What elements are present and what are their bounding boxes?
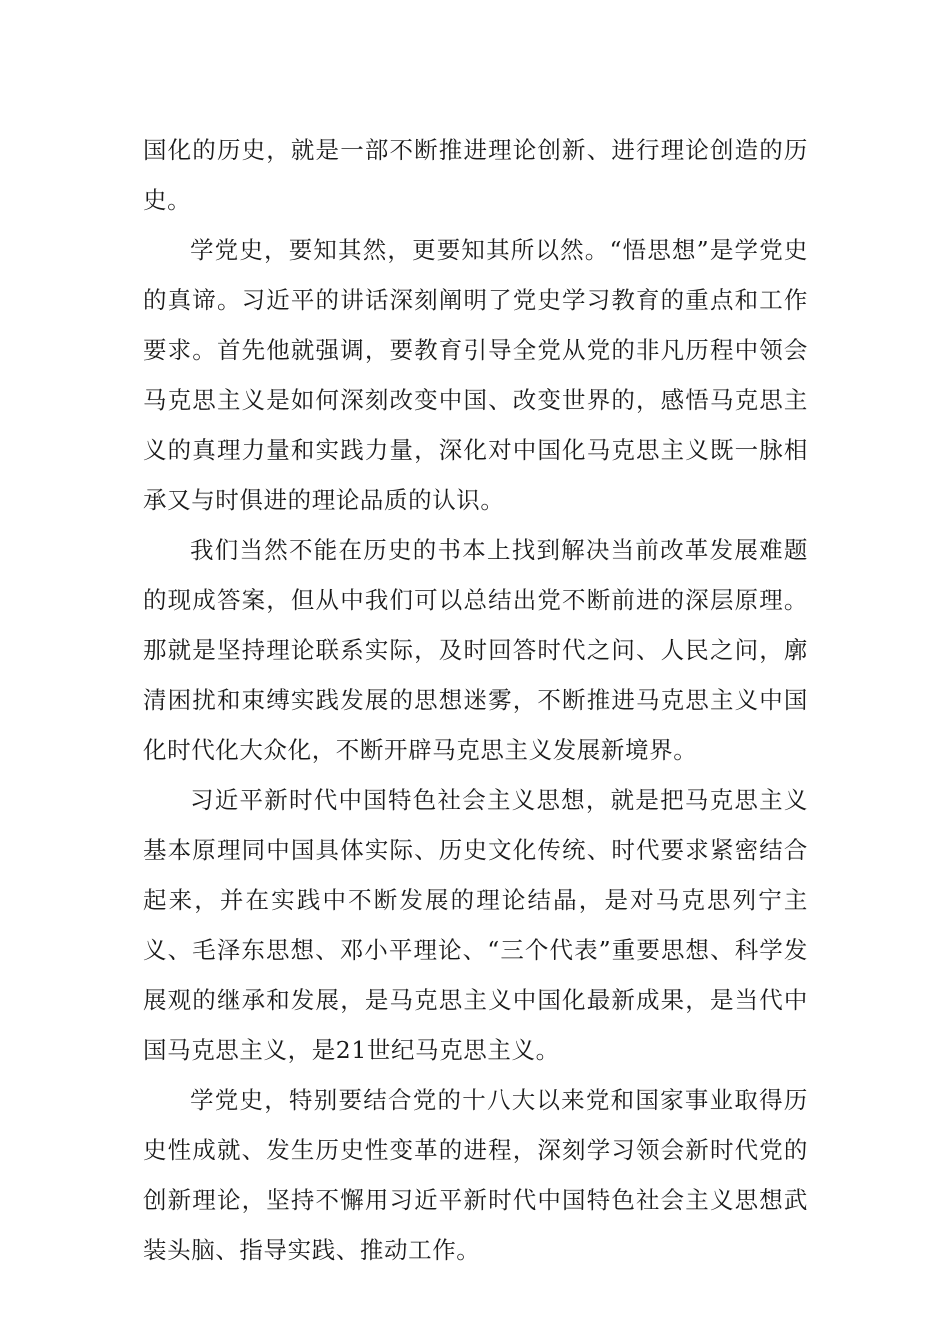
- paragraph: 我们当然不能在历史的书本上找到解决当前改革发展难题的现成答案，但从中我们可以总结出党不断前进的深层原理。那就是坚持理论联系实际，及时回答时代之问、人民之问，廓清困扰和束缚实践发展的思想迷雾，不断推进马克思主义中国化时代化大众化，不断开辟马克思主义发展新境界。: [143, 536, 808, 764]
- paragraph-continuation: 国化的历史，就是一部不断推进理论创新、进行理论创造的历史。: [143, 136, 808, 214]
- document-body: [143, 125, 808, 1275]
- paragraph: 习近平新时代中国特色社会主义思想，就是把马克思主义基本原理同中国具体实际、历史文化传统、时代要求紧密结合起来，并在实践中不断发展的理论结晶，是对马克思列宁主义、毛泽东思想、邓小平理论、“三个代表”重要思想、科学发展观的继承和发展，是马克思主义中国化最新成果，是当代中国马克思主义，是21世纪马克思主义。: [143, 786, 808, 1064]
- paragraph: 学党史，要知其然，更要知其所以然。“悟思想”是学党史的真谛。习近平的讲话深刻阐明了党史学习教育的重点和工作要求。首先他就强调，要教育引导全党从党的非凡历程中领会马克思主义是如何深刻改变中国、改变世界的，感悟马克思主义的真理力量和实践力量，深化对中国化马克思主义既一脉相承又与时俱进的理论品质的认识。: [143, 236, 808, 514]
- paragraph: 学党史，特别要结合党的十八大以来党和国家事业取得历史性成就、发生历史性变革的进程，深刻学习领会新时代党的创新理论，坚持不懈用习近平新时代中国特色社会主义思想武装头脑、指导实践、推动工作。: [143, 1086, 808, 1264]
